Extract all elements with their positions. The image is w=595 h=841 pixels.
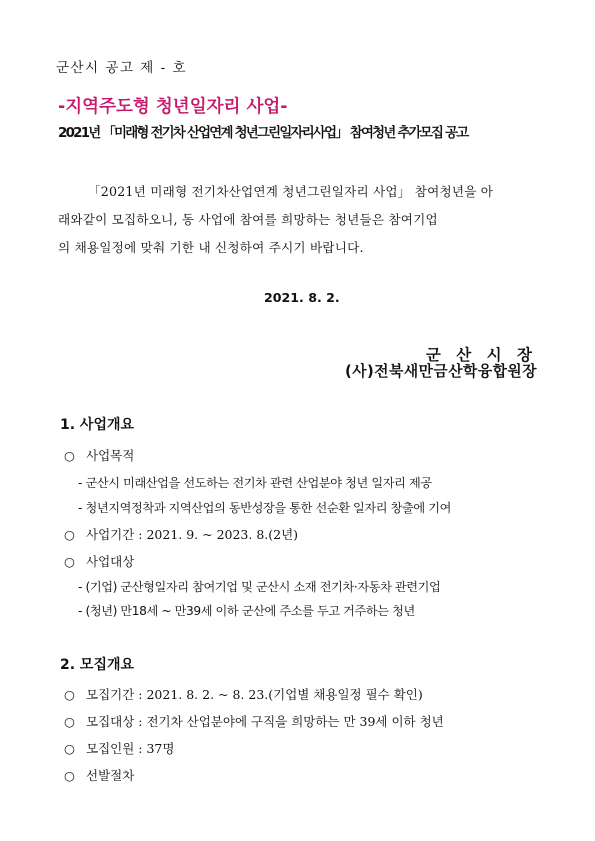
item-text: 사업대상 (86, 554, 135, 569)
document-subtitle: 2021년 「미래형 전기차 산업연계 청년그린일자리사업」 참여청년 추가모집 공고 (58, 126, 468, 141)
notice-number: 군산시 공고 제 - 호 (56, 60, 188, 76)
sub-item: - (청년) 만18세 ~ 만39세 이하 군산에 주소를 두고 거주하는 청년 (78, 604, 415, 618)
item-text: 모집기간 : 2021. 8. 2. ~ 8. 23.(기업별 채용일정 필수 확인) (86, 687, 423, 702)
list-item (64, 525, 298, 543)
item-text: 사업목적 (86, 448, 135, 463)
intro-line: 의 채용일정에 맞춰 기한 내 신청하여 주시기 바랍니다. (58, 240, 364, 255)
section-heading: 2. 모집개요 (60, 657, 135, 673)
sub-item: - 청년지역정착과 지역산업의 동반성장을 통한 선순환 일자리 창출에 기여 (78, 501, 451, 515)
item-text: 사업기간 : 2021. 9. ~ 2023. 8.(2년) (86, 527, 299, 542)
item-text: 선발절차 (86, 768, 135, 783)
signature-mayor: 군 산 시 장 (425, 346, 537, 364)
list-item (64, 712, 444, 730)
item-text: 모집인원 : 37명 (86, 741, 175, 756)
circle-bullet-icon: ○ (64, 687, 75, 702)
intro-line: 래와같이 모집하오니, 동 사업에 참여를 희망하는 청년들은 참여기업 (58, 212, 438, 227)
document-title: -지역주도형 청년일자리 사업- (58, 97, 288, 117)
list-item (64, 552, 134, 570)
signature-org: (사)전북새만금산학융합원장 (344, 363, 537, 380)
list-item (64, 685, 423, 703)
notice-date: 2021. 8. 2. (264, 290, 340, 305)
circle-bullet-icon: ○ (64, 741, 75, 756)
circle-bullet-icon: ○ (64, 527, 75, 542)
sub-item: - (기업) 군산형일자리 참여기업 및 군산시 소재 전기차·자동차 관련기업 (78, 580, 441, 594)
section-heading: 1. 사업개요 (60, 417, 135, 433)
list-item (64, 446, 134, 464)
list-item (64, 739, 174, 757)
item-text: 모집대상 : 전기차 산업분야에 구직을 희망하는 만 39세 이하 청년 (86, 714, 444, 729)
intro-line: 「2021년 미래형 전기차산업연계 청년그린일자리 사업」 참여청년을 아 (88, 184, 494, 199)
circle-bullet-icon: ○ (64, 714, 75, 729)
sub-item: - 군산시 미래산업을 선도하는 전기차 관련 산업분야 청년 일자리 제공 (78, 476, 432, 490)
circle-bullet-icon: ○ (64, 768, 75, 783)
circle-bullet-icon: ○ (64, 554, 75, 569)
list-item (64, 766, 134, 784)
circle-bullet-icon: ○ (64, 448, 75, 463)
